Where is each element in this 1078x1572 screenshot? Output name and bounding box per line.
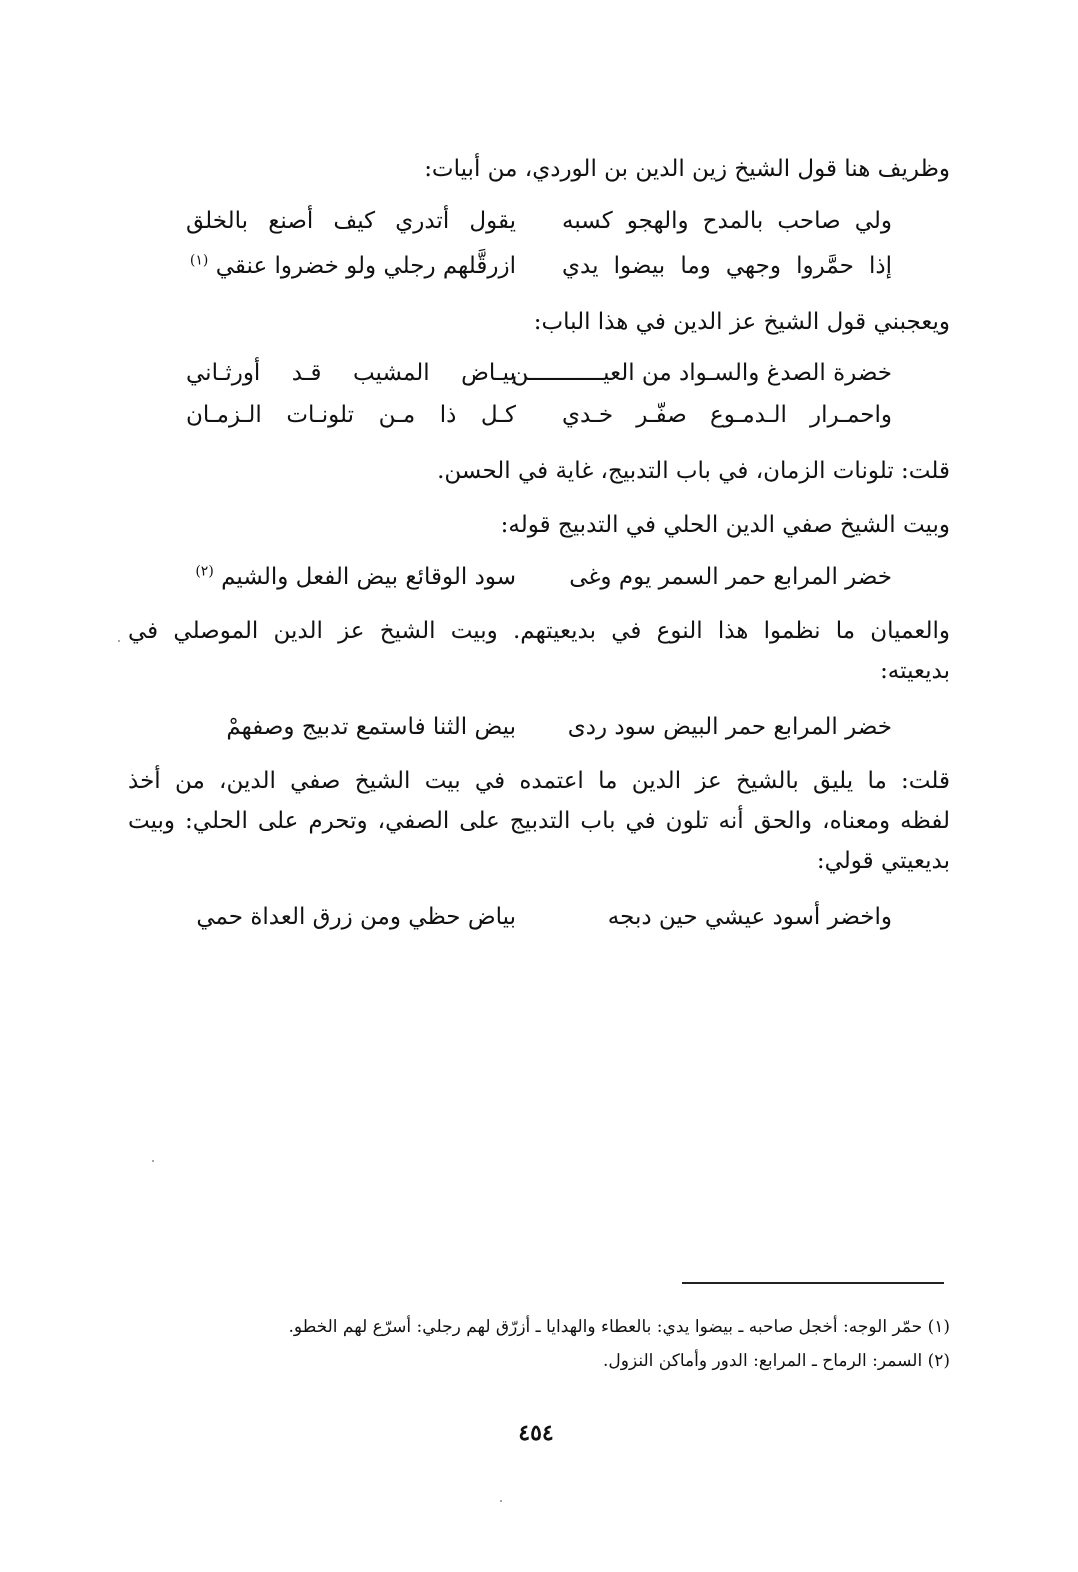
paragraph-2-line-3: بديعيتي قولي: <box>816 848 950 874</box>
page-number: ٤٥٤ <box>518 1420 554 1446</box>
hemistich-second: يقول أتدري كيف أصنع بالخلق <box>186 208 516 234</box>
poem-1-verse-1 <box>186 204 892 238</box>
hemistich-first: واخضر أسود عيشي حين دبجه <box>607 904 892 930</box>
hemistich-first: خضرة الصدغ والسـواد من العيـــــــــــن <box>511 360 892 386</box>
hemistich-first: واحمـرار الـدمـوع صفّـر خـدي <box>562 402 892 428</box>
hemistich-second-with-note <box>186 560 516 594</box>
hemistich-second: بيض الثنا فاستمع تدبيج وصفهمْ <box>226 714 516 740</box>
poem-3-verse-1 <box>186 560 892 594</box>
poem-1-verse-2 <box>186 249 892 283</box>
hemistich-second: ازرقَّلهم رجلي ولو خضروا عنقي <box>215 253 516 279</box>
paragraph-1-line-2: بديعيته: <box>880 658 950 684</box>
intro-line-3: وبيت الشيخ صفي الدين الحلي في التدبيج قوله: <box>500 512 950 538</box>
hemistich-second: بياض حظي ومن زرق العداة حمي <box>196 904 516 930</box>
poem-5-verse-1 <box>186 900 892 934</box>
hemistich-second: سود الوقائع بيض الفعل والشيم <box>221 564 516 590</box>
scan-speck <box>118 640 120 642</box>
hemistich-first: ولي صاحب بالمدح والهجو كسبه <box>562 208 892 234</box>
intro-line-2: ويعجبني قول الشيخ عز الدين في هذا الباب: <box>533 309 950 335</box>
scan-speck <box>500 1500 502 1502</box>
paragraph-1-line-1: والعميان ما نظموا هذا النوع في بديعيتهم. وبيت الشيخ عز الدين الموصلي في <box>128 618 950 644</box>
footnote-marker-2[interactable]: (٢) <box>195 563 214 580</box>
comment-line-1: قلت: تلونات الزمان، في باب التدبيج، غاية في الحسن. <box>437 458 950 484</box>
hemistich-second: كـل ذا مـن تلونـات الـزمـان <box>186 402 516 428</box>
hemistich-second: بيـاض المشيب قـد أورثـاني <box>186 360 516 386</box>
hemistich-first: خضر المرابع حمر السمر يوم وغى <box>569 564 892 590</box>
poem-4-verse-1 <box>186 710 892 744</box>
hemistich-second-with-note <box>186 249 516 283</box>
paragraph-2-line-1: قلت: ما يليق بالشيخ عز الدين ما اعتمده في بيت الشيخ صفي الدين، من أخذ <box>128 768 950 794</box>
poem-2-verse-2 <box>186 398 892 432</box>
footnote-marker-1[interactable]: (١) <box>189 252 209 269</box>
footnote-2: (٢) السمر: الرماح ـ المرابع: الدور وأماكن النزول. <box>603 1351 950 1371</box>
hemistich-first: إذا حمَّروا وجهي وما بيضوا يدي <box>562 253 892 279</box>
poem-2-verse-1 <box>186 356 892 390</box>
footnote-divider <box>682 1282 944 1284</box>
footnote-1: (١) حمّر الوجه: أخجل صاحبه ـ بيضوا يدي: بالعطاء والهدايا ـ أزرّق لهم رجلي: أسرّع لهم الخطو. <box>288 1317 950 1337</box>
scan-speck <box>152 1160 154 1162</box>
hemistich-first: خضر المرابع حمر البيض سود ردى <box>567 714 892 740</box>
intro-line-1: وظريف هنا قول الشيخ زين الدين بن الوردي، من أبيات: <box>424 156 950 182</box>
paragraph-2-line-2: لفظه ومعناه، والحق أنه تلون في باب التدبيج على الصفي، وتحرم على الحلي: وبيت <box>128 808 950 834</box>
